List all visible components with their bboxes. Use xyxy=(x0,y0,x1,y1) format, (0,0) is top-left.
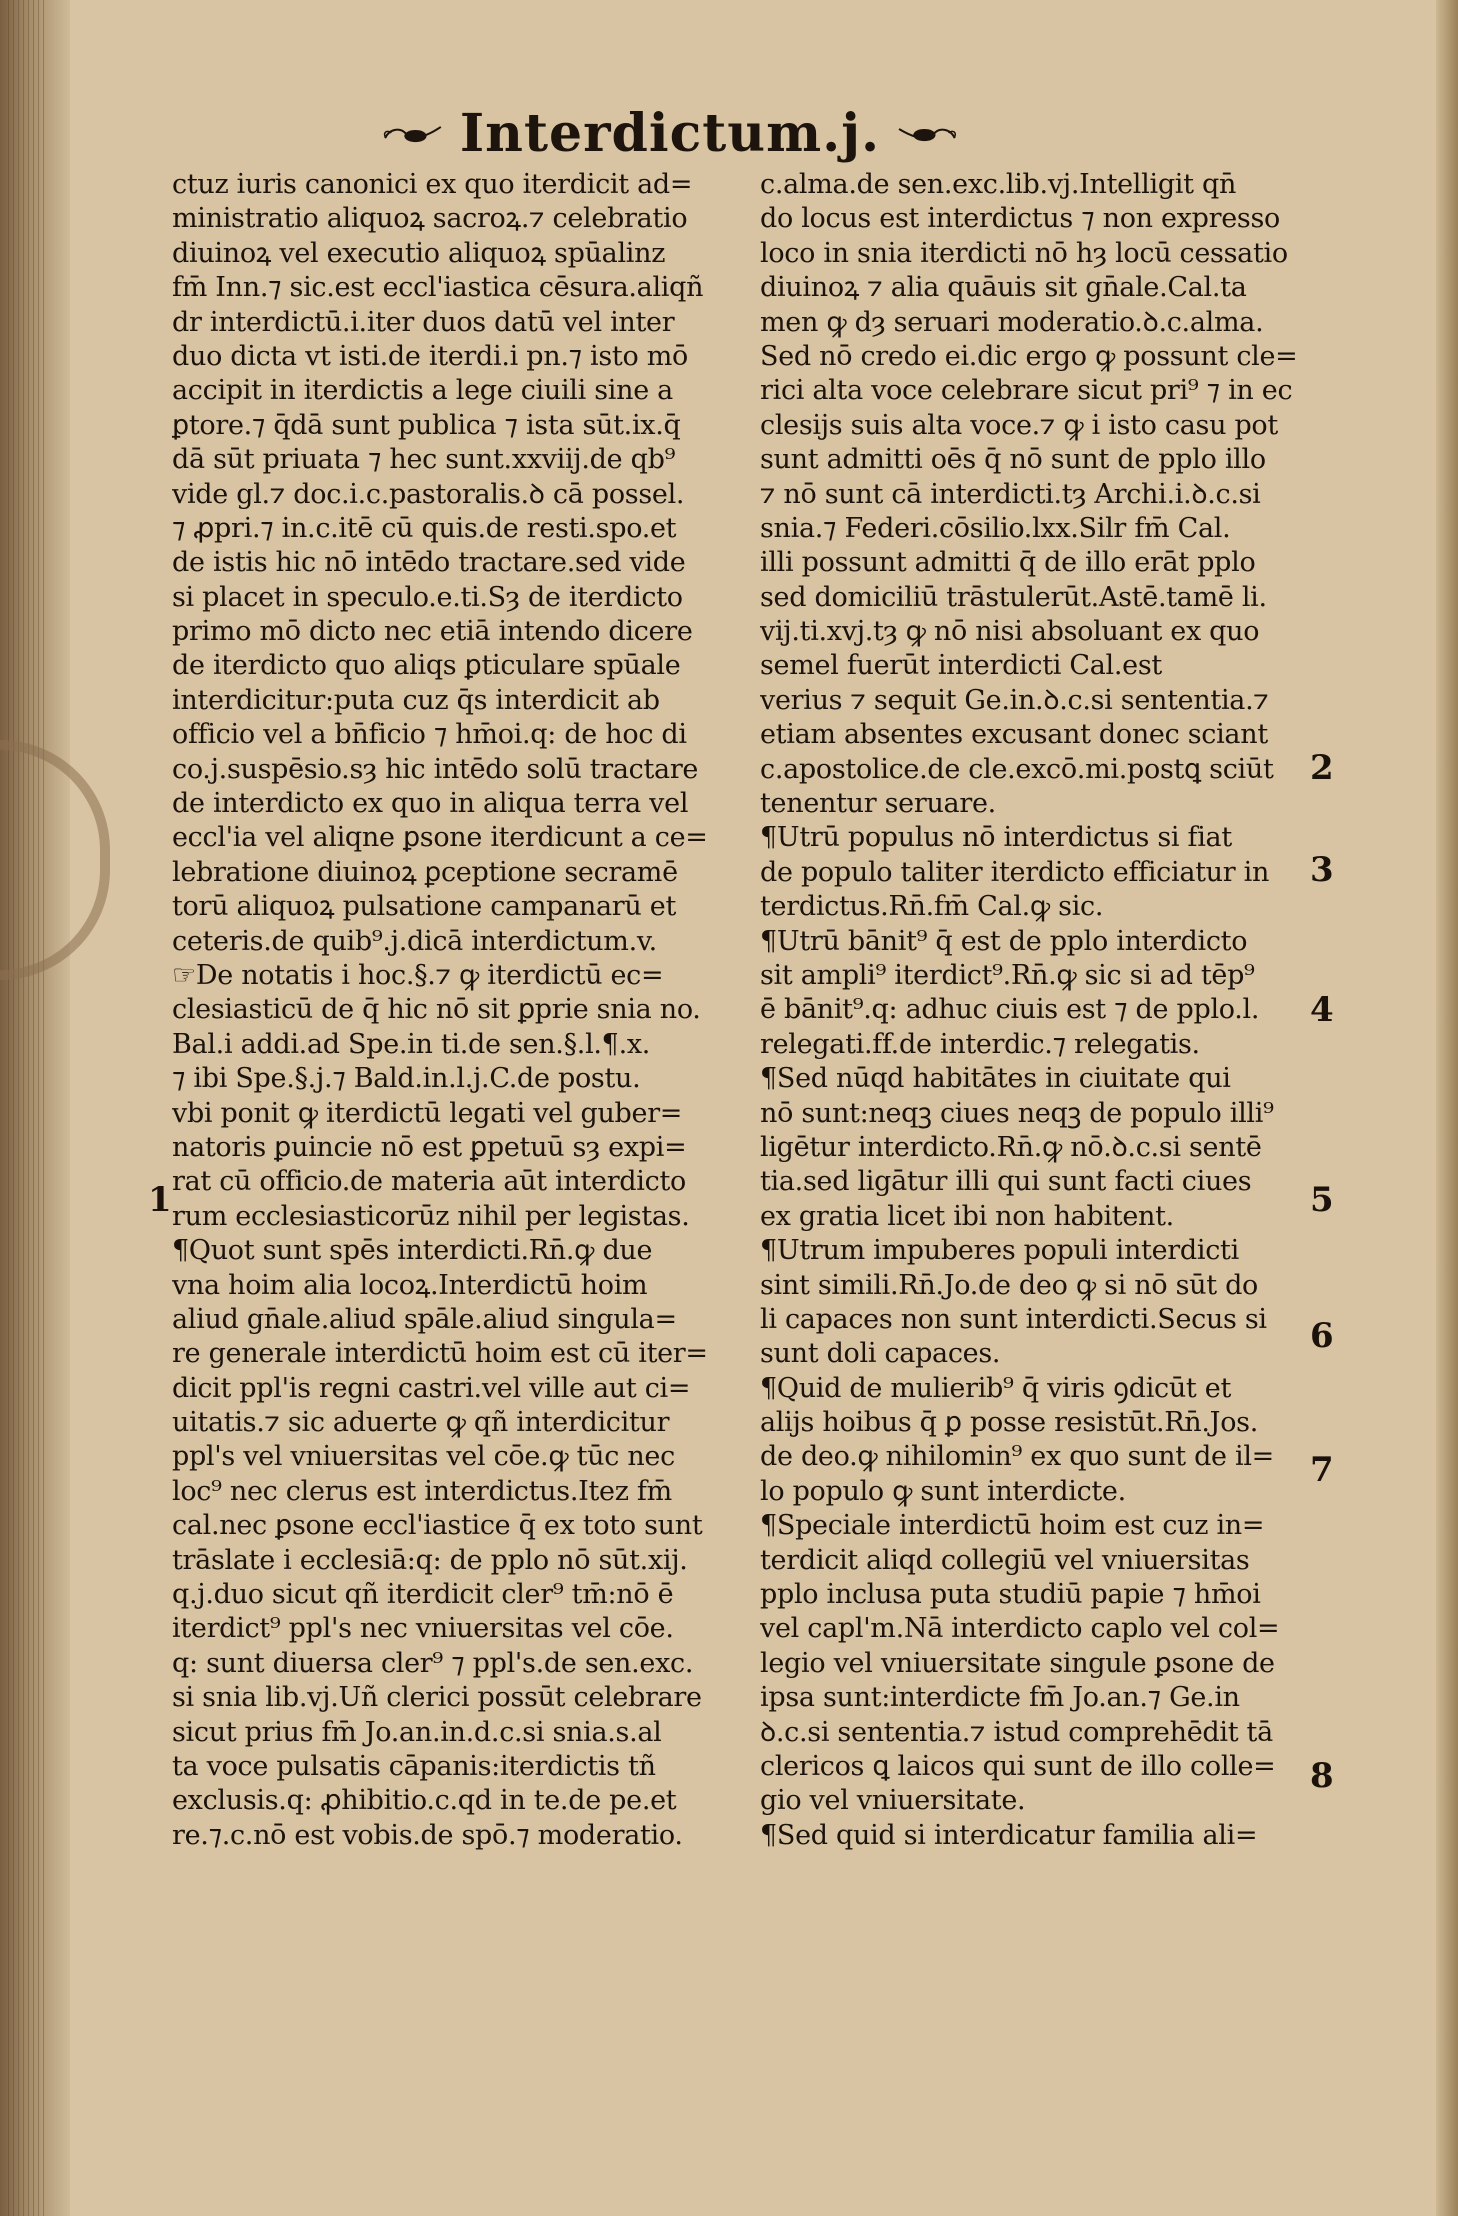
margin-number: 4 xyxy=(1310,990,1334,1030)
text-line: dā sūt priuata ⁊ hec sunt.xxviij.de qb⁹ xyxy=(172,444,676,476)
page-title: Interdictum.j. xyxy=(459,102,881,164)
text-line: do locus est interdictus ⁊ non expresso xyxy=(760,203,1280,235)
text-line: Bal.i addi.ad Spe.in ti.de sen.§.l.¶.x. xyxy=(172,1028,651,1060)
margin-number: 6 xyxy=(1310,1316,1334,1356)
text-line: rum ecclesiasticorūz nihil per legistas. xyxy=(172,1200,690,1232)
text-line: lo populo ꝙ sunt interdicte. xyxy=(760,1475,1126,1507)
text-line: ¶Sed nūqd habitātes in ciuitate qui xyxy=(760,1063,1231,1095)
text-line: snia.⁊ Federi.cōsilio.lxx.Silr fm̄ Cal. xyxy=(760,512,1231,544)
text-line: clesijs suis alta voce.⁊ ꝙ i isto casu pot xyxy=(760,409,1278,441)
text-line: torū aliquoꝝ pulsatione campanarū et xyxy=(172,891,677,923)
text-line: ꝺ.c.si sententia.⁊ istud comprehēdit tā xyxy=(760,1716,1273,1748)
margin-number: 8 xyxy=(1310,1756,1334,1796)
text-line: cal.nec ꝑsone eccl'iastice q̄ ex toto sunt xyxy=(172,1510,703,1542)
text-line: ⁊ nō sunt cā interdicti.tȝ Archi.i.ꝺ.c.si xyxy=(760,478,1261,510)
text-line: loc⁹ nec clerus est interdictus.Itez fm̄ xyxy=(172,1475,672,1507)
text-line: c.apostolice.de cle.excō.mi.postꝗ sciūt xyxy=(760,753,1274,785)
text-line: ⁊ ꝓpri.⁊ in.c.itē cū quis.de resti.spo.et xyxy=(172,512,677,544)
text-line: de populo taliter iterdicto efficiatur in xyxy=(760,856,1270,888)
text-line: de istis hic nō intēdo tractare.sed vide xyxy=(172,547,686,579)
text-line: natoris ꝑuincie nō est ꝑpetuū sȝ expi= xyxy=(172,1131,687,1163)
text-line: ex gratia licet ibi non habitent. xyxy=(760,1200,1174,1232)
text-line: accipit in iterdictis a lege ciuili sine a xyxy=(172,375,673,407)
text-line: li capaces non sunt interdicti.Secus si xyxy=(760,1303,1267,1335)
text-line: ctuz iuris canonici ex quo iterdicit ad= xyxy=(172,169,693,200)
text-line: rici alta voce celebrare sicut pri⁹ ⁊ in ec xyxy=(760,375,1293,407)
text-line: verius ⁊ sequit Ge.in.ꝺ.c.si sententia.⁊ xyxy=(760,684,1269,716)
text-line: clericos ꝗ laicos qui sunt de illo colle= xyxy=(760,1750,1276,1782)
text-line: ē bānit⁹.q: adhuc ciuis est ⁊ de pplo.l. xyxy=(760,994,1260,1026)
text-line: si snia lib.vj.Uñ clerici possūt celebrare xyxy=(172,1682,702,1714)
page-edge-right xyxy=(1436,0,1458,2216)
text-line: iterdict⁹ ppl's nec vniuersitas vel cōe. xyxy=(172,1613,674,1645)
margin-number: 2 xyxy=(1310,748,1334,788)
text-line: gio vel vniuersitate. xyxy=(760,1785,1026,1817)
text-line: co.j.suspēsio.sȝ hic intēdo solū tractare xyxy=(172,753,699,785)
left-ornament-icon xyxy=(380,103,446,163)
margin-number: 3 xyxy=(1310,850,1334,890)
text-line: diuinoꝝ vel executio aliquoꝝ spūalinz xyxy=(172,237,666,269)
text-line: lebratione diuinoꝝ ꝑceptione secramē xyxy=(172,856,678,888)
text-line: Sed nō credo ei.dic ergo ꝙ possunt cle= xyxy=(760,340,1298,372)
text-line: semel fuerūt interdicti Cal.est xyxy=(760,650,1162,682)
text-line: nō sunt:neqꝫ ciues neqꝫ de populo illi⁹ xyxy=(760,1097,1274,1129)
text-line: etiam absentes excusant donec sciant xyxy=(760,719,1268,751)
text-line: ceteris.de quib⁹.j.dicā interdictum.v. xyxy=(172,925,657,957)
text-line: sunt admitti oēs q̄ nō sunt de pplo illo xyxy=(760,444,1266,476)
text-line: de interdicto ex quo in aliqua terra vel xyxy=(172,788,689,820)
text-line: ¶Quid de mulierib⁹ q̄ viris ꝯdicūt et xyxy=(760,1372,1231,1404)
text-line: si placet in speculo.e.ti.Sȝ de iterdicto xyxy=(172,581,683,613)
text-line: terdictus.Rn̄.fm̄ Cal.ꝙ sic. xyxy=(760,891,1104,923)
text-line: sit ampli⁹ iterdict⁹.Rn̄.ꝙ sic si ad tēp⁹ xyxy=(760,959,1255,991)
text-line: ⁊ ibi Spe.§.j.⁊ Bald.in.l.j.C.de postu. xyxy=(172,1063,641,1095)
text-line: primo mō dicto nec etiā intendo dicere xyxy=(172,616,693,648)
text-line: alijs hoibus q̄ ꝑ posse resistūt.Rn̄.Jos. xyxy=(760,1407,1258,1439)
text-line: q.j.duo sicut qñ iterdicit cler⁹ tm̄:nō ē xyxy=(172,1579,674,1611)
text-line: vna hoim alia locoꝝ.Interdictū hoim xyxy=(172,1269,648,1301)
text-line: ministratio aliquoꝝ sacroꝝ.⁊ celebratio xyxy=(172,203,688,235)
text-line: ligētur interdicto.Rn̄.ꝙ nō.ꝺ.c.si sentē xyxy=(760,1131,1262,1163)
text-line: ꝑtore.⁊ q̄dā sunt publica ⁊ ista sūt.ix.q̄ xyxy=(172,409,681,441)
text-line: vij.ti.xvj.tȝ ꝙ nō nisi absoluant ex quo xyxy=(760,616,1260,648)
text-line: dicit ppl'is regni castri.vel ville aut ci= xyxy=(172,1372,691,1404)
text-line: q: sunt diuersa cler⁹ ⁊ ppl's.de sen.exc. xyxy=(172,1647,694,1679)
text-line: loco in snia iterdicti nō hȝ locū cessatio xyxy=(760,237,1288,269)
text-line: men ꝙ dȝ seruari moderatio.ꝺ.c.alma. xyxy=(760,306,1264,338)
margin-number: 5 xyxy=(1310,1180,1334,1220)
left-text-column xyxy=(172,168,732,1853)
running-header xyxy=(380,88,960,178)
book-clasp-shadow xyxy=(0,740,110,980)
text-line: illi possunt admitti q̄ de illo erāt pplo xyxy=(760,547,1256,579)
text-line: tenentur seruare. xyxy=(760,788,996,820)
text-line: trāslate i ecclesiā:q: de pplo nō sūt.xij. xyxy=(172,1544,688,1576)
text-line: sed domiciliū trāstulerūt.Astē.tamē li. xyxy=(760,581,1267,613)
text-line: sunt doli capaces. xyxy=(760,1338,1001,1370)
text-line: ¶Utrum impuberes populi interdicti xyxy=(760,1235,1239,1267)
text-line: exclusis.q: ꝓhibitio.c.qd in te.de pe.et xyxy=(172,1785,677,1817)
text-line: ¶Utrū bānit⁹ q̄ est de pplo interdicto xyxy=(760,925,1248,957)
text-line: rat cū officio.de materia aūt interdicto xyxy=(172,1166,686,1198)
text-line: uitatis.⁊ sic aduerte ꝙ qñ interdicitur xyxy=(172,1407,670,1439)
text-line: ☞De notatis i hoc.§.⁊ ꝙ iterdictū ec= xyxy=(172,959,664,991)
text-line: dr interdictū.i.iter duos datū vel inter xyxy=(172,306,675,338)
page-edges xyxy=(8,0,48,2216)
text-line: de iterdicto quo aliqs ꝑticulare spūale xyxy=(172,650,681,682)
margin-number: 7 xyxy=(1310,1450,1334,1490)
text-line: pplo inclusa puta studiū papie ⁊ hm̄oi xyxy=(760,1579,1261,1611)
text-line: de deo.ꝙ nihilomin⁹ ex quo sunt de il= xyxy=(760,1441,1275,1473)
text-line: tia.sed ligātur illi qui sunt facti ciues xyxy=(760,1166,1252,1198)
text-line: sint simili.Rn̄.Jo.de deo ꝙ si nō sūt do xyxy=(760,1269,1259,1301)
text-line: aliud gn̄ale.aliud spāle.aliud singula= xyxy=(172,1303,677,1335)
text-line: sicut prius fm̄ Jo.an.in.d.c.si snia.s.al xyxy=(172,1716,662,1748)
text-line: ¶Utrū populus nō interdictus si fiat xyxy=(760,822,1232,854)
text-line: officio vel a bn̄ficio ⁊ hm̄oi.q: de hoc di xyxy=(172,719,687,751)
text-line: clesiasticū de q̄ hic nō sit ꝑprie snia no. xyxy=(172,994,701,1026)
text-line: ¶Speciale interdictū hoim est cuz in= xyxy=(760,1510,1265,1542)
text-line: vide gl.⁊ doc.i.c.pastoralis.ꝺ cā possel. xyxy=(172,478,685,510)
text-line: relegati.ff.de interdic.⁊ relegatis. xyxy=(760,1028,1200,1060)
text-line: ipsa sunt:interdicte fm̄ Jo.an.⁊ Ge.in xyxy=(760,1682,1240,1714)
text-line: ¶Sed quid si interdicatur familia ali= xyxy=(760,1819,1258,1851)
text-line: ta voce pulsatis cāpanis:iterdictis tñ xyxy=(172,1750,656,1782)
text-line: ppl's vel vniuersitas vel cōe.ꝙ tūc nec xyxy=(172,1441,675,1473)
right-ornament-icon xyxy=(894,103,960,163)
text-line: eccl'ia vel aliqne ꝑsone iterdicunt a ce= xyxy=(172,822,708,854)
text-line: vel capl'm.Nā interdicto caplo vel col= xyxy=(760,1613,1280,1645)
text-line: ¶Quot sunt spēs interdicti.Rn̄.ꝙ due xyxy=(172,1235,653,1267)
text-line: re generale interdictū hoim est cū iter= xyxy=(172,1338,708,1370)
text-line: interdicitur:puta cuz q̄s interdicit ab xyxy=(172,684,660,716)
text-line: vbi ponit ꝙ iterdictū legati vel guber= xyxy=(172,1097,683,1129)
right-text-column xyxy=(760,168,1320,1853)
text-line: legio vel vniuersitate singule ꝑsone de xyxy=(760,1647,1275,1679)
text-line: diuinoꝝ ⁊ alia quāuis sit gn̄ale.Cal.ta xyxy=(760,272,1247,304)
text-line: terdicit aliqd collegiū vel vniuersitas xyxy=(760,1544,1250,1576)
margin-number: 1 xyxy=(148,1180,172,1220)
text-line: re.⁊.c.nō est vobis.de spō.⁊ moderatio. xyxy=(172,1819,683,1851)
text-line: c.alma.de sen.exc.lib.vj.Intelligit qn̄ xyxy=(760,169,1237,200)
text-line: fm̄ Inn.⁊ sic.est eccl'iastica cēsura.aliqñ xyxy=(172,272,704,304)
text-line: duo dicta vt isti.de iterdi.i pn.⁊ isto mō xyxy=(172,340,688,372)
